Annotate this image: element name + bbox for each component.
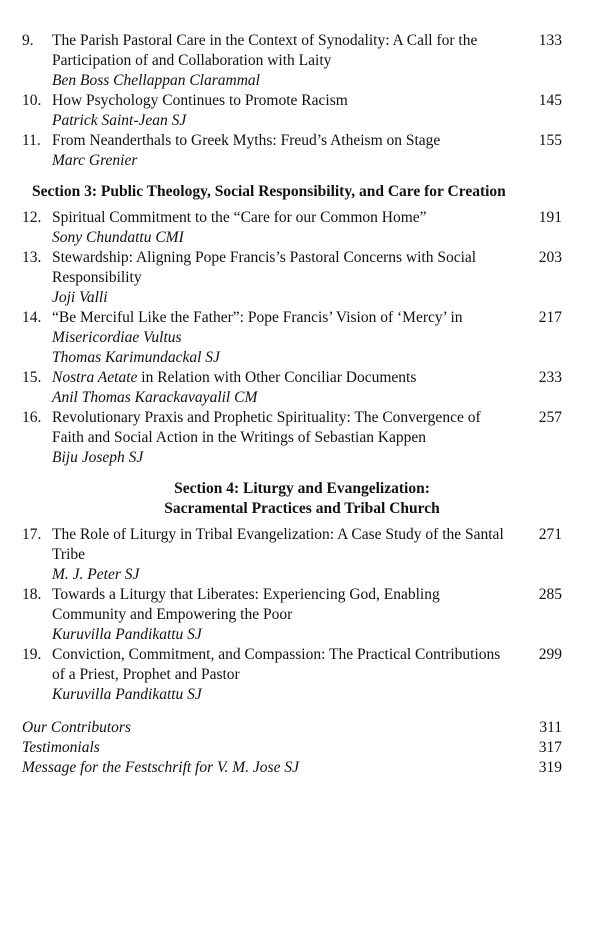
entry-page: 257	[538, 409, 562, 426]
entry-number: 10.	[22, 92, 42, 109]
entry-page: 155	[538, 132, 562, 149]
entry-title: Conviction, Commitment, and Compassion: The Practical Contributions of a Priest, Prophet and Pastor	[52, 646, 501, 683]
entry-author: Sony Chundattu CMI	[52, 229, 184, 246]
back-matter-item[interactable]	[22, 718, 562, 738]
entry-page: 203	[538, 249, 562, 266]
entry-page: 145	[538, 92, 562, 109]
back-matter-item[interactable]	[22, 738, 562, 758]
section-title-line1: Section 4: Liturgy and Evangelization:	[174, 480, 430, 497]
back-matter	[22, 718, 562, 778]
toc-entry[interactable]	[22, 408, 562, 468]
entry-title-text: in Relation with Other Conciliar Documents	[137, 369, 417, 386]
entry-title	[52, 308, 512, 348]
entry-title: The Role of Liturgy in Tribal Evangelization: A Case Study of the Santal Tribe	[52, 526, 504, 563]
toc-entry[interactable]	[22, 31, 562, 91]
entry-page: 217	[538, 309, 562, 326]
entry-author: Ben Boss Chellappan Clarammal	[52, 72, 260, 89]
back-matter-title: Testimonials	[22, 739, 100, 756]
toc-entry[interactable]	[22, 131, 562, 171]
back-matter-item[interactable]	[22, 758, 562, 778]
entry-page: 133	[538, 32, 562, 49]
entry-author: M. J. Peter SJ	[52, 566, 140, 583]
toc-entry[interactable]	[22, 208, 562, 248]
entry-title	[52, 368, 512, 388]
entry-author: Biju Joseph SJ	[52, 449, 144, 466]
entry-page: 233	[538, 369, 562, 386]
toc-entry[interactable]	[22, 645, 562, 705]
section-title: Section 3: Public Theology, Social Responsibility, and Care for Creation	[32, 183, 506, 200]
toc-entry[interactable]	[22, 585, 562, 645]
entry-title-italic: Nostra Aetate	[52, 369, 138, 386]
entry-title: Spiritual Commitment to the “Care for our Common Home”	[52, 209, 427, 226]
entry-title: Stewardship: Aligning Pope Francis’s Pastoral Concerns with Social Responsibility	[52, 249, 477, 286]
entry-author: Thomas Karimundackal SJ	[52, 349, 220, 366]
back-matter-title: Our Contributors	[22, 719, 131, 736]
entry-author: Anil Thomas Karackavayalil CM	[52, 389, 258, 406]
entry-page: 285	[538, 586, 562, 603]
entry-author: Patrick Saint-Jean SJ	[52, 112, 187, 129]
entry-title: From Neanderthals to Greek Myths: Freud’s Atheism on Stage	[52, 132, 441, 149]
entry-author: Marc Grenier	[52, 152, 138, 169]
entry-title: Towards a Liturgy that Liberates: Experiencing God, Enabling Community and Empowering the Poor	[52, 586, 440, 623]
section-title-line2: Sacramental Practices and Tribal Church	[164, 500, 440, 517]
entry-number: 15.	[22, 369, 42, 386]
entry-title: Revolutionary Praxis and Prophetic Spirituality: The Convergence of Faith and Social Action in the Writings of Sebastian Kappen	[52, 409, 481, 446]
entry-page: 299	[538, 646, 562, 663]
section-heading-4	[22, 479, 562, 519]
toc-entry[interactable]	[22, 308, 562, 368]
entry-author: Kuruvilla Pandikattu SJ	[52, 626, 202, 643]
entry-number: 11.	[22, 132, 41, 149]
entry-author: Joji Valli	[52, 289, 108, 306]
entry-title-italic: Misericordiae Vultus	[52, 329, 182, 346]
back-matter-page: 319	[538, 759, 562, 776]
entry-number: 16.	[22, 409, 42, 426]
entry-number: 9.	[22, 32, 34, 49]
table-of-contents	[22, 31, 562, 778]
back-matter-page: 317	[538, 739, 562, 756]
toc-entry[interactable]	[22, 91, 562, 131]
entry-title: How Psychology Continues to Promote Racism	[52, 92, 348, 109]
entry-number: 14.	[22, 309, 42, 326]
entry-page: 271	[538, 526, 562, 543]
toc-entry[interactable]	[22, 368, 562, 408]
entry-number: 13.	[22, 249, 42, 266]
entry-number: 12.	[22, 209, 42, 226]
entry-page: 191	[538, 209, 562, 226]
back-matter-title: Message for the Festschrift for V. M. Jose SJ	[22, 759, 299, 776]
entry-title-text: “Be Merciful Like the Father”: Pope Francis’ Vision of ‘Mercy’ in	[52, 309, 463, 326]
entry-number: 19.	[22, 646, 42, 663]
toc-entry[interactable]	[22, 248, 562, 308]
entry-title: The Parish Pastoral Care in the Context of Synodality: A Call for the Participation of and Collaboration with Laity	[52, 32, 478, 69]
toc-entry[interactable]	[22, 525, 562, 585]
back-matter-page: 311	[539, 719, 562, 736]
entry-number: 17.	[22, 526, 42, 543]
entry-author: Kuruvilla Pandikattu SJ	[52, 686, 202, 703]
section-heading-3	[22, 182, 562, 202]
entry-number: 18.	[22, 586, 42, 603]
